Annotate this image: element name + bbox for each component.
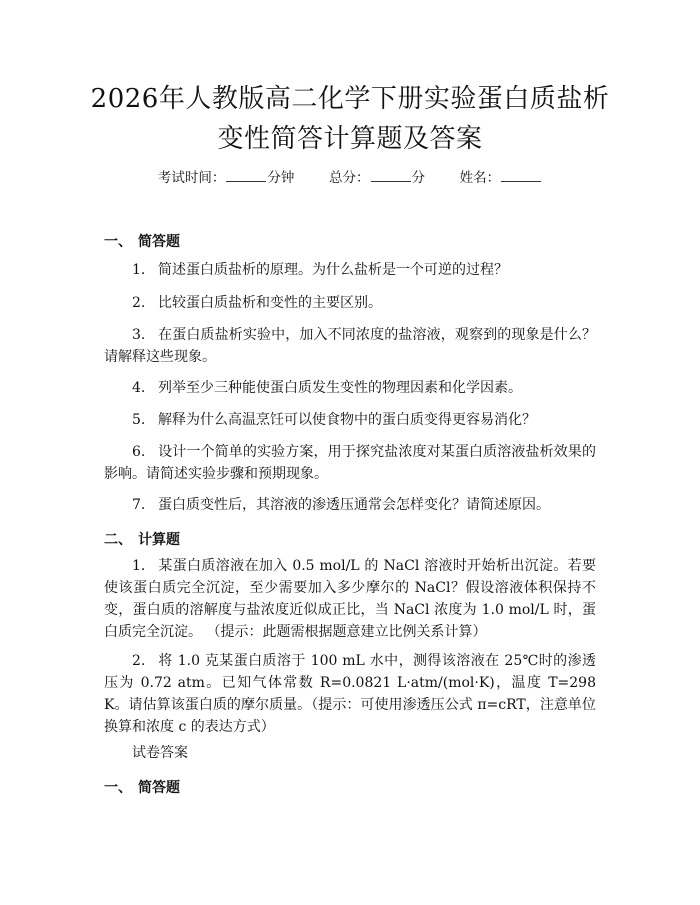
question-item xyxy=(104,259,596,281)
question-text: 将 1.0 克某蛋白质溶于 100 mL 水中，测得该溶液在 25℃时的渗透压为 0.72 atm。已知气体常数 R=0.0821 L·atm/(mol·K)，温度 T=298 K。请估算该蛋白质的摩尔质量。（提示：可使用渗透压公式 π=cRT，注意单位换算和浓度 c 的表达方式） xyxy=(104,653,596,735)
question-text: 设计一个简单的实验方案，用于探究盐浓度对某蛋白质溶液盐析效果的影响。请简述实验步骤和预期现象。 xyxy=(104,444,596,482)
question-text: 蛋白质变性后，其溶液的渗透压通常会怎样变化？请简述原因。 xyxy=(158,497,550,513)
question-item xyxy=(104,409,596,431)
question-number: 7. xyxy=(132,497,146,513)
score-unit: 分 xyxy=(411,170,425,186)
question-number: 1. xyxy=(132,558,146,574)
question-number: 5. xyxy=(132,412,146,428)
question-item xyxy=(104,377,596,399)
time-label: 考试时间： xyxy=(157,170,226,186)
question-item xyxy=(104,292,596,314)
page-title-line-1: 2026年人教版高二化学下册实验蛋白质盐析 xyxy=(90,84,610,114)
question-item xyxy=(104,555,596,643)
question-text: 某蛋白质溶液在加入 0.5 mol/L 的 NaCl 溶液时开始析出沉淀。若要使该蛋白质完全沉淀，至少需要加入多少摩尔的 NaCl？假设溶液体积保持不变，蛋白质的溶解度与盐浓度近似成正比，当 NaCl 浓度为 1.0 mol/L 时，蛋白质完全沉淀。 （提示：此题需根据题意建立比例关系计算） xyxy=(104,558,596,640)
time-unit: 分钟 xyxy=(267,170,295,186)
question-item xyxy=(104,494,596,516)
question-number: 2. xyxy=(132,295,146,311)
question-number: 4. xyxy=(132,380,146,396)
section-title: 简答题 xyxy=(138,234,180,250)
name-blank xyxy=(501,171,541,182)
score-blank xyxy=(371,171,411,182)
section-heading-calculation xyxy=(104,529,180,549)
question-number: 1. xyxy=(132,262,146,278)
exam-meta xyxy=(0,166,700,186)
section-number: 二、 xyxy=(104,532,132,548)
section-title: 计算题 xyxy=(138,532,180,548)
question-text: 简述蛋白质盐析的原理。为什么盐析是一个可逆的过程？ xyxy=(158,262,508,278)
question-text: 比较蛋白质盐析和变性的主要区别。 xyxy=(158,295,382,311)
question-number: 6. xyxy=(132,444,146,460)
time-blank xyxy=(226,171,266,182)
question-text: 解释为什么高温烹饪可以使食物中的蛋白质变得更容易消化？ xyxy=(158,412,536,428)
score-label: 总分： xyxy=(329,170,370,186)
question-text: 列举至少三种能使蛋白质发生变性的物理因素和化学因素。 xyxy=(158,380,522,396)
question-item xyxy=(104,441,596,485)
section-heading-short-answer xyxy=(104,231,180,251)
question-item xyxy=(104,324,596,368)
question-number: 3. xyxy=(132,327,146,343)
answer-heading: 试卷答案 xyxy=(132,745,188,761)
name-label: 姓名： xyxy=(459,170,501,186)
question-text: 在蛋白质盐析实验中，加入不同浓度的盐溶液，观察到的现象是什么？请解释这些现象。 xyxy=(104,327,596,365)
section-title: 简答题 xyxy=(138,780,180,796)
section-number: 一、 xyxy=(104,234,132,250)
section-heading-answers xyxy=(104,777,180,797)
page-title-line-2: 变性简答计算题及答案 xyxy=(217,124,483,154)
question-number: 2. xyxy=(132,653,146,669)
question-item xyxy=(104,650,596,738)
section-number: 一、 xyxy=(104,780,132,796)
